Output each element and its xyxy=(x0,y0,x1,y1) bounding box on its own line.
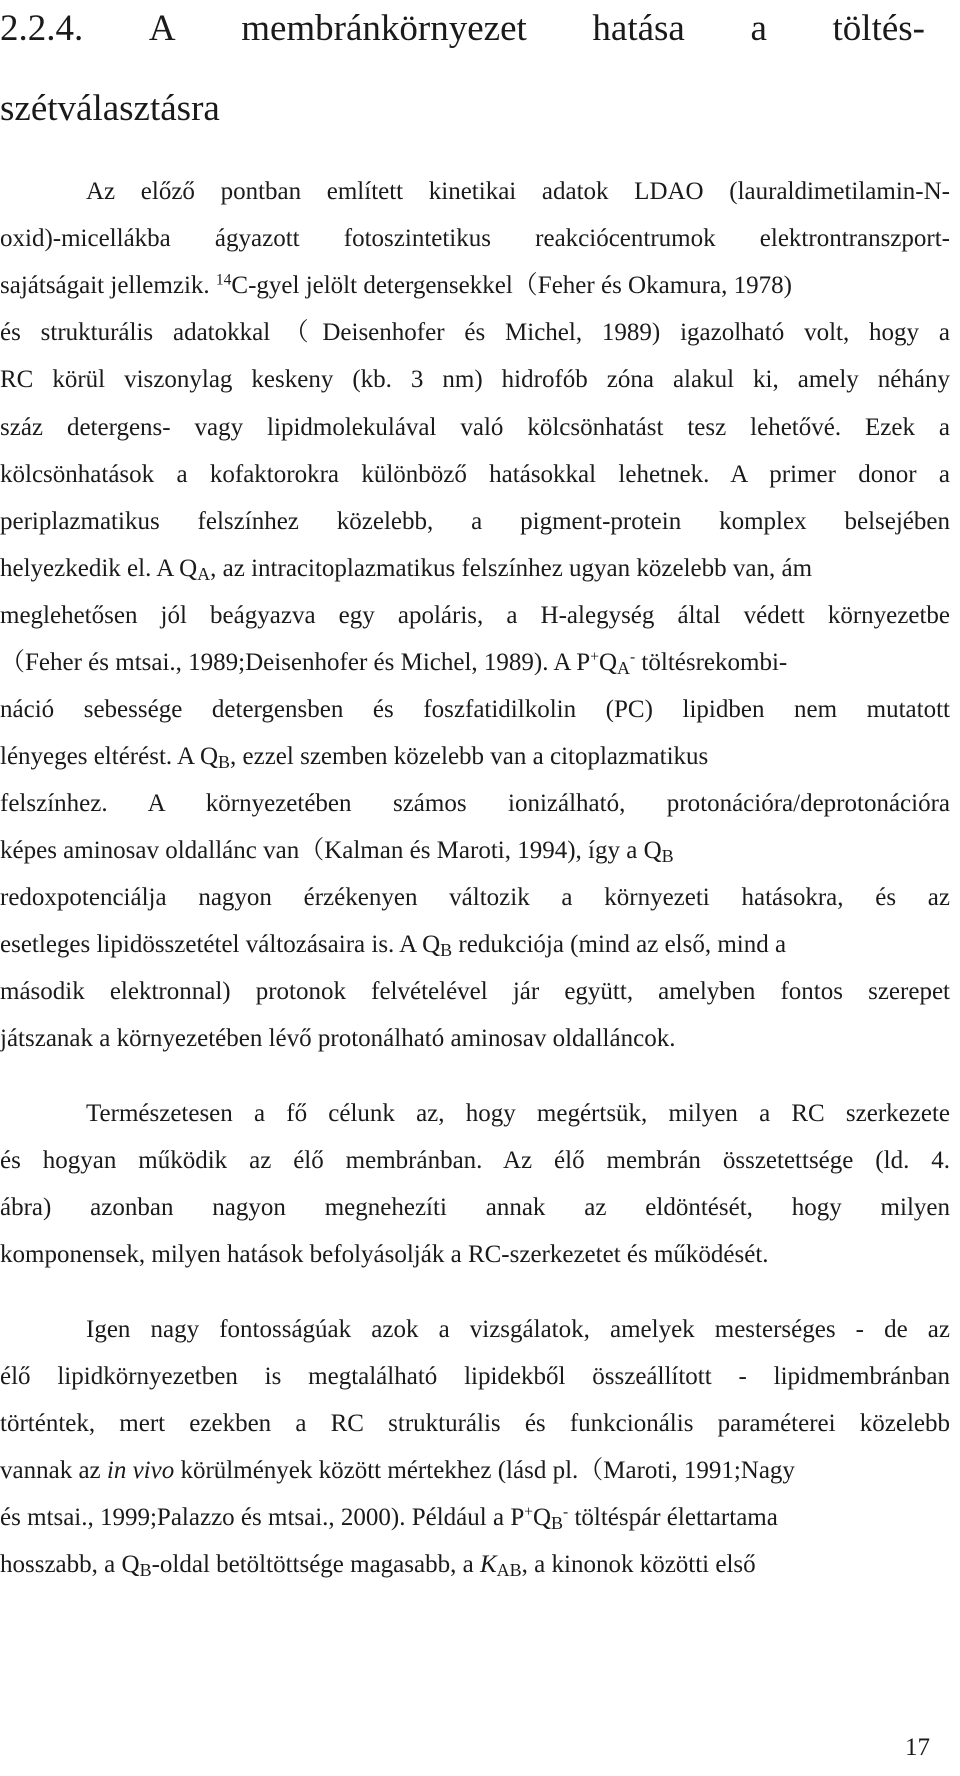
text-run: Az előző pontban említett kinetikai adatok LDAO (lauraldimetilamin-N- xyxy=(86,178,950,205)
heading-word: a xyxy=(750,8,767,49)
text-line xyxy=(0,788,950,820)
heading-word: hatása xyxy=(592,8,685,49)
section-heading-line-2: szétválasztásra xyxy=(0,88,220,129)
text-run: játszanak a környezetében lévő protonálható aminosav oldalláncok. xyxy=(0,1025,676,1052)
text-run: lényeges eltérést. A Q xyxy=(0,743,218,770)
text-line xyxy=(0,1239,950,1271)
text-run: , ezzel szemben közelebb van a citoplazmatikus xyxy=(230,743,709,770)
text-line xyxy=(0,506,950,538)
text-run: oxid)-micellákba ágyazott fotoszintetikus reakciócentrumok elektrontranszport- xyxy=(0,225,950,252)
text-line xyxy=(0,364,950,396)
text-run: helyezkedik el. A Q xyxy=(0,555,198,582)
subscript: B xyxy=(440,939,453,960)
text-run: képes aminosav oldallánc van（Kalman és Maroti, 1994), így a Q xyxy=(0,837,662,864)
section-number: 2.2.4. xyxy=(0,8,84,49)
text-run: Igen nagy fontosságúak azok a vizsgálatok, amelyek mesterséges - de az xyxy=(86,1316,950,1343)
text-run: náció sebessége detergensben és foszfatidilkolin (PC) lipidben nem mutatott xyxy=(0,696,950,723)
italic-symbol: K xyxy=(479,1551,497,1578)
text-run: meglehetősen jól beágyazva egy apoláris, a H-alegység által védett környezetbe xyxy=(0,602,950,629)
text-run: kölcsönhatások a kofaktorokra különböző hatásokkal lehetnek. A primer donor a xyxy=(0,461,950,488)
text-run: （Feher és mtsai., 1989;Deisenhofer és Michel, 1989). A P xyxy=(0,649,591,676)
text-run: töltésrekombi- xyxy=(635,649,788,676)
text-line xyxy=(0,1408,950,1440)
text-run: Q xyxy=(598,649,617,676)
text-line xyxy=(0,553,950,585)
subscript: B xyxy=(218,751,231,772)
subscript: B xyxy=(661,845,674,866)
text-line xyxy=(0,412,950,444)
text-line xyxy=(0,1455,950,1487)
text-run: második elektronnal) protonok felvételével jár együtt, amelyben fontos szerepet xyxy=(0,978,950,1005)
text-line xyxy=(0,1192,950,1224)
section-heading xyxy=(0,0,960,138)
text-line xyxy=(0,1549,950,1581)
text-run: és mtsai., 1999;Palazzo és mtsai., 2000). Például a P xyxy=(0,1504,525,1531)
superscript: - xyxy=(563,1503,569,1521)
text-run: sajátságait jellemzik. xyxy=(0,272,216,299)
superscript: + xyxy=(590,648,599,666)
text-line xyxy=(0,741,950,773)
text-run: történtek, mert ezekben a RC strukturális és funkcionális paraméterei közelebb xyxy=(0,1410,950,1437)
page-number: 17 xyxy=(905,1734,930,1761)
text-run: redukciója (mind az első, mind a xyxy=(452,931,787,958)
text-run: RC körül viszonylag keskeny (kb. 3 nm) hidrofób zóna alakul ki, amely néhány xyxy=(0,366,950,393)
text-line xyxy=(0,929,950,961)
text-line xyxy=(86,1314,950,1346)
text-line xyxy=(0,459,950,491)
text-line xyxy=(86,1098,950,1130)
text-line xyxy=(0,1502,950,1534)
section-heading-line-1 xyxy=(0,0,925,58)
italic-term: in vivo xyxy=(106,1457,175,1484)
superscript: + xyxy=(524,1503,533,1521)
subscript: A xyxy=(617,657,630,678)
text-run: töltéspár élettartama xyxy=(568,1504,778,1531)
text-run: és strukturális adatokkal（Deisenhofer és Michel, 1989) igazolható volt, hogy a xyxy=(0,319,950,346)
superscript: 14 xyxy=(215,271,232,289)
text-line xyxy=(0,976,950,1008)
text-line xyxy=(0,270,950,302)
heading-word: membránkörnyezet xyxy=(241,8,527,49)
text-line xyxy=(0,1361,950,1393)
text-run: és hogyan működik az élő membránban. Az élő membrán összetettsége (ld. 4. xyxy=(0,1147,950,1174)
heading-word: töltés- xyxy=(832,8,925,49)
text-run: redoxpotenciálja nagyon érzékenyen változik a környezeti hatásokra, és az xyxy=(0,884,950,911)
text-run: Természetesen a fő célunk az, hogy megértsük, milyen a RC szerkezete xyxy=(86,1100,950,1127)
text-run: vannak az xyxy=(0,1457,107,1484)
subscript: B xyxy=(139,1559,152,1580)
text-line xyxy=(0,223,950,255)
text-run: komponensek, milyen hatások befolyásolják a RC-szerkezetet és működését. xyxy=(0,1241,769,1268)
text-line xyxy=(0,835,950,867)
subscript: AB xyxy=(496,1559,522,1580)
text-line xyxy=(0,694,950,726)
text-run: hosszabb, a Q xyxy=(0,1551,140,1578)
subscript: B xyxy=(551,1512,564,1533)
text-run: száz detergens- vagy lipidmolekulával való kölcsönhatást tesz lehetővé. Ezek a xyxy=(0,414,950,441)
text-line xyxy=(86,176,950,208)
text-run: élő lipidkörnyezetben is megtalálható lipidekből összeállított - lipidmembránban xyxy=(0,1363,950,1390)
text-run: esetleges lipidösszetétel változásaira is. A Q xyxy=(0,931,441,958)
subscript: A xyxy=(197,563,211,584)
text-run: -oldal betöltöttsége magasabb, a xyxy=(151,1551,480,1578)
text-line xyxy=(0,882,950,914)
text-line xyxy=(0,647,950,679)
text-line xyxy=(0,317,950,349)
text-run: felszínhez. A környezetében számos ionizálható, protonációra/deprotonációra xyxy=(0,790,950,817)
text-run: ábra) azonban nagyon megnehezíti annak az eldöntését, hogy milyen xyxy=(0,1194,950,1221)
text-run: periplazmatikus felszínhez közelebb, a pigment-protein komplex belsejében xyxy=(0,508,950,535)
text-line xyxy=(0,600,950,632)
heading-word: A xyxy=(148,8,176,49)
text-run: C-gyel jelölt detergensekkel（Feher és Okamura, 1978) xyxy=(231,272,792,299)
text-run: , a kinonok közötti első xyxy=(521,1551,756,1578)
text-line xyxy=(0,1023,950,1055)
text-run: Q xyxy=(532,1504,552,1531)
text-run: , az intracitoplazmatikus felszínhez ugyan közelebb van, ám xyxy=(210,555,813,582)
superscript: - xyxy=(630,648,636,666)
text-run: körülmények között mértekhez (lásd pl.（Maroti, 1991;Nagy xyxy=(174,1457,795,1484)
text-line xyxy=(0,1145,950,1177)
